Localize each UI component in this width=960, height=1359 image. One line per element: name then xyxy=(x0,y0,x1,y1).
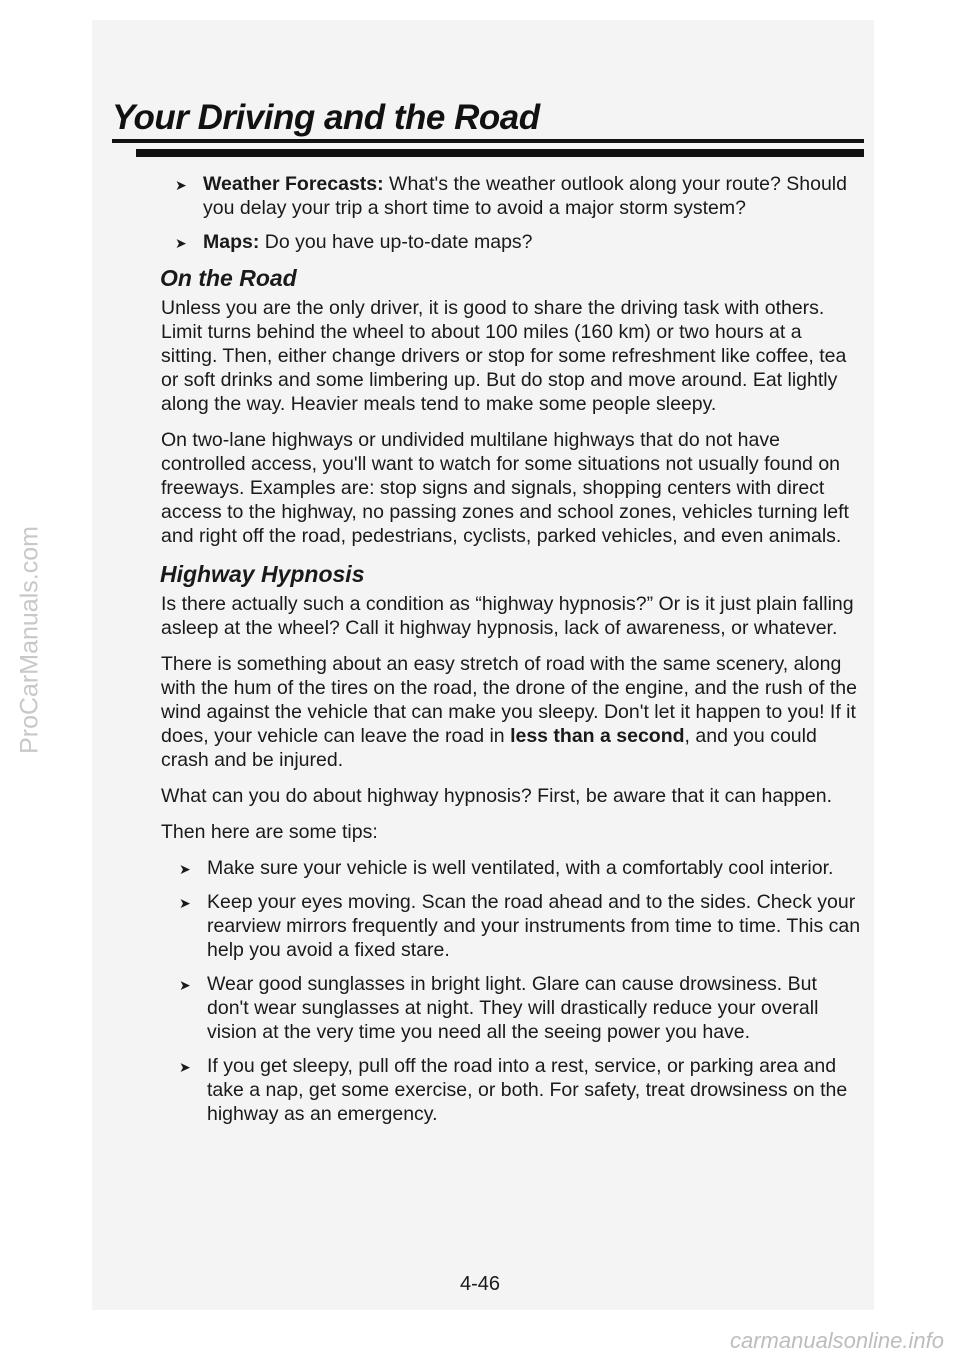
emphasis-less-than-a-second: less than a second xyxy=(510,725,685,747)
bullet-arrow-icon: ➤ xyxy=(175,177,187,193)
bullet-weather-forecasts xyxy=(161,172,861,220)
bullet-arrow-icon: ➤ xyxy=(179,895,191,911)
bullet-arrow-icon: ➤ xyxy=(175,235,187,251)
paragraph-road-2: On two-lane highways or undivided multilane highways that do not have controlled access, you'll want to watch for some situations not usually found on freeways. Examples are: stop signs and signals, shopping centers with direct access to the highway, no passing zones and school zones, vehicles turning left and right off the road, pedestrians, cyclists, parked vehicles, and even animals. xyxy=(161,429,849,547)
page-content xyxy=(161,172,861,1136)
bullet-text: Do you have up-to-date maps? xyxy=(259,231,533,253)
title-rule-thin xyxy=(112,139,864,143)
tip-pull-off xyxy=(165,1054,861,1126)
bullet-arrow-icon: ➤ xyxy=(179,1059,191,1075)
tip-sunglasses xyxy=(165,972,861,1044)
bullet-text: What's the weather outlook along your route? Should you delay your trip a short time to avoid a major storm system? xyxy=(203,173,847,219)
bullet-arrow-icon: ➤ xyxy=(179,861,191,877)
paragraph-road-1: Unless you are the only driver, it is good to share the driving task with others. Limit turns behind the wheel to about 100 miles (160 km) or two hours at a sitting. Then, either change drivers or stop for some refreshment like coffee, tea or soft drinks and some limbering up. But do stop and move around. Eat lightly along the way. Heavier meals tend to make some people sleepy. xyxy=(161,297,847,415)
paragraph-hypnosis-1: Is there actually such a condition as “highway hypnosis?” Or is it just plain falling asleep at the wheel? Call it highway hypnosis, lack of awareness, or whatever. xyxy=(161,593,854,639)
paragraph-hypnosis-2 xyxy=(161,652,861,772)
bottom-watermark: carmanualsonline.info xyxy=(729,1328,944,1353)
tip-ventilation xyxy=(165,856,861,880)
page-number: 4-46 xyxy=(459,1273,501,1295)
tip-text: If you get sleepy, pull off the road into a rest, service, or parking area and take a nap, get some exercise, or both. For safety, treat drowsiness on the highway as an emergency. xyxy=(207,1055,848,1125)
side-watermark-text: ProCarManuals.com xyxy=(15,526,44,754)
bullet-label: Maps: xyxy=(203,231,260,253)
tip-text: Wear good sunglasses in bright light. Glare can cause drowsiness. But don't wear sunglasses at night. They will drastically reduce your overall vision at the very time you need all the seeing power you have. xyxy=(207,973,819,1043)
tip-eyes-moving xyxy=(165,890,861,962)
title-rule-thick xyxy=(136,149,864,157)
tip-text: Keep your eyes moving. Scan the road ahead and to the sides. Check your rearview mirrors frequently and your instruments from time to time. This can help you avoid a fixed stare. xyxy=(207,891,861,961)
bullet-maps xyxy=(161,230,861,254)
paragraph-hypnosis-3: What can you do about highway hypnosis? First, be aware that it can happen. xyxy=(161,785,832,807)
paragraph-hypnosis-4: Then here are some tips: xyxy=(161,821,378,843)
side-watermark xyxy=(10,520,50,760)
tip-text: Make sure your vehicle is well ventilated, with a comfortably cool interior. xyxy=(207,857,834,879)
page-title: Your Driving and the Road xyxy=(112,98,540,137)
paragraph-text: There is something about an easy stretch of road with the same scenery, along with the hum of the tires on the road, the drone of the engine, and the rush of the wind against the vehicle that can make you sleepy. Don't let it happen to you! If it does, your vehicle can leave the road in xyxy=(161,653,857,747)
paragraph-text: , and you could crash and be injured. xyxy=(161,725,817,771)
heading-on-the-road: On the Road xyxy=(160,265,297,291)
bullet-label: Weather Forecasts: xyxy=(203,173,384,195)
bullet-arrow-icon: ➤ xyxy=(179,977,191,993)
heading-highway-hypnosis: Highway Hypnosis xyxy=(160,561,365,587)
